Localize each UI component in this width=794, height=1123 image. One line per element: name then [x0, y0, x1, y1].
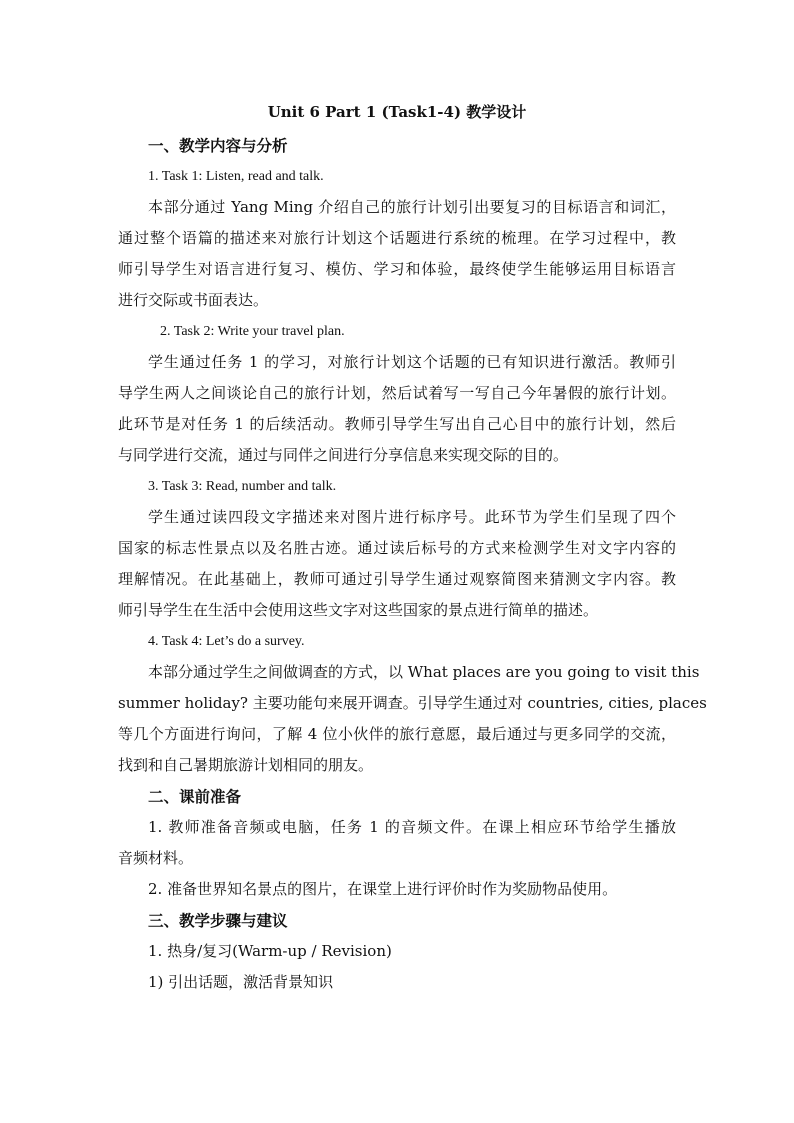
paragraph-line: 此环节是对任务 1 的后续活动。教师引导学生写出自己心目中的旅行计划，然后 — [118, 415, 676, 433]
paragraph-line: 等几个方面进行询问，了解 4 位小伙伴的旅行意愿，最后通过与更多同学的交流， — [118, 725, 676, 743]
document-body — [118, 130, 707, 998]
step-label: 1. 热身/复习(Warm-up / Revision) — [148, 942, 392, 960]
paragraph-line: 本部分通过 Yang Ming 介绍自己的旅行计划引出要复习的目标语言和词汇， — [148, 198, 676, 216]
paragraph-line: 本部分通过学生之间做调查的方式，以 What places are you going to visit this — [148, 663, 700, 681]
section-heading: 一、教学内容与分析 — [148, 136, 288, 155]
paragraph-line: 导学生两人之间谈论自己的旅行计划，然后试着写一写自己今年暑假的旅行计划。 — [118, 384, 676, 402]
paragraph-line: 通过整个语篇的描述来对旅行计划这个话题进行系统的梳理。在学习过程中，教 — [118, 229, 676, 247]
paragraph-line: 进行交际或书面表达。 — [118, 291, 269, 309]
paragraph-line: 2. 准备世界知名景点的图片，在课堂上进行评价时作为奖励物品使用。 — [148, 880, 618, 898]
paragraph-line: 学生通过任务 1 的学习，对旅行计划这个话题的已有知识进行激活。教师引 — [148, 353, 676, 371]
paragraph-line: 国家的标志性景点以及名胜古迹。通过读后标号的方式来检测学生对文字内容的 — [118, 539, 676, 557]
task-label: 2. Task 2: Write your travel plan. — [160, 324, 345, 339]
paragraph-line: 音频材料。 — [118, 849, 194, 867]
paragraph-line: 找到和自己暑期旅游计划相同的朋友。 — [118, 756, 374, 774]
step-label: 1) 引出话题，激活背景知识 — [148, 973, 334, 991]
paragraph-line: 师引导学生对语言进行复习、模仿、学习和体验，最终使学生能够运用目标语言 — [118, 260, 676, 278]
paragraph-line: 学生通过读四段文字描述来对图片进行标序号。此环节为学生们呈现了四个 — [148, 508, 676, 526]
section-heading: 三、教学步骤与建议 — [148, 911, 288, 930]
task-label: 3. Task 3: Read, number and talk. — [148, 479, 337, 494]
paragraph-line: 与同学进行交流，通过与同伴之间进行分享信息来实现交际的目的。 — [118, 446, 569, 464]
paragraph-line: 理解情况。在此基础上，教师可通过引导学生通过观察简图来猜测文字内容。教 — [118, 570, 676, 588]
paragraph-line: 1. 教师准备音频或电脑，任务 1 的音频文件。在课上相应环节给学生播放 — [148, 818, 676, 836]
paragraph-line: summer holiday? 主要功能句来展开调查。引导学生通过对 countries, cities, places — [118, 694, 707, 712]
task-label: 1. Task 1: Listen, read and talk. — [148, 169, 324, 184]
paragraph-line: 师引导学生在生活中会使用这些文字对这些国家的景点进行简单的描述。 — [118, 601, 599, 619]
task-label: 4. Task 4: Let’s do a survey. — [148, 634, 305, 649]
section-heading: 二、课前准备 — [148, 787, 242, 806]
document-title: Unit 6 Part 1 (Task1-4) 教学设计 — [267, 103, 527, 121]
